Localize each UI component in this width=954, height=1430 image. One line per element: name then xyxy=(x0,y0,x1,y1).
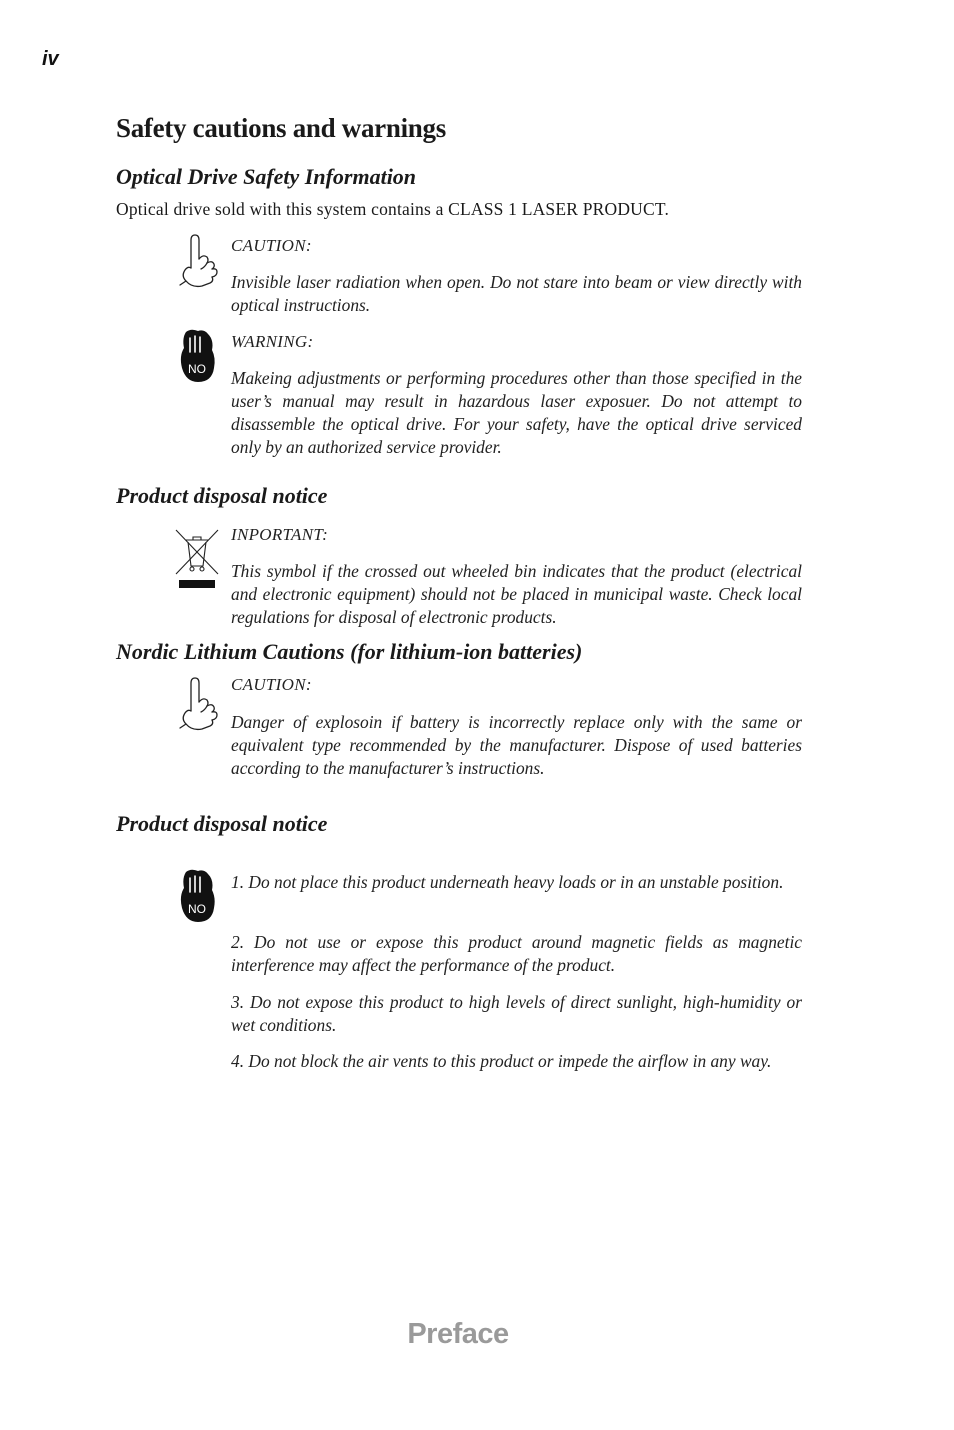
lithium-caution-text: Danger of explosoin if battery is incorrectly replace only with the same or equivalent type recommended by the manufacturer. Dispose of used batteries according to the manufacturer’s instructions. xyxy=(231,712,802,778)
no-hand-icon xyxy=(176,328,218,391)
section-heading-disposal-2: Product disposal notice xyxy=(116,811,328,836)
warning-label: WARNING: xyxy=(231,332,314,351)
page-number: iv xyxy=(42,48,59,70)
section-heading-optical: Optical Drive Safety Information xyxy=(116,164,417,189)
no-hand-icon xyxy=(176,868,218,931)
list-item: 4. Do not block the air vents to this product or impede the airflow in any way. xyxy=(231,1051,772,1071)
lithium-caution-label: CAUTION: xyxy=(231,675,312,694)
optical-intro: Optical drive sold with this system contains a CLASS 1 LASER PRODUCT. xyxy=(116,199,670,219)
crossed-bin-icon xyxy=(174,528,220,597)
list-item: 2. Do not use or expose this product around magnetic fields as magnetic interference may affect the performance of the product. xyxy=(231,932,802,975)
pointing-hand-icon xyxy=(174,677,222,738)
caution-label: CAUTION: xyxy=(231,236,312,255)
svg-text:NO: NO xyxy=(188,902,206,916)
important-label: INPORTANT: xyxy=(231,525,329,544)
section-heading-lithium: Nordic Lithium Cautions (for lithium-ion batteries) xyxy=(116,639,583,664)
warning-text: Makeing adjustments or performing procedures other than those specified in the user’s manual may result in hazardous laser exposuer. Do not attempt to disassemble the optical drive. For your safety, have the optical drive serviced only by an authorized service provider. xyxy=(231,368,802,457)
list-item: 3. Do not expose this product to high levels of direct sunlight, high-humidity or wet conditions. xyxy=(231,992,802,1035)
pointing-hand-icon xyxy=(174,234,222,295)
list-item: 1. Do not place this product underneath heavy loads or in an unstable position. xyxy=(231,872,784,892)
disposal-text: This symbol if the crossed out wheeled bin indicates that the product (electrical and electronic equipment) should not be placed in municipal waste. Check local regulations for disposal of electronic products. xyxy=(231,561,802,627)
svg-text:NO: NO xyxy=(188,362,206,376)
section-heading-disposal: Product disposal notice xyxy=(116,483,328,508)
page-title: Safety cautions and warnings xyxy=(116,113,446,143)
footer-section-label: Preface xyxy=(407,1318,509,1350)
caution-text: Invisible laser radiation when open. Do not stare into beam or view directly with optical instructions. xyxy=(231,272,802,315)
